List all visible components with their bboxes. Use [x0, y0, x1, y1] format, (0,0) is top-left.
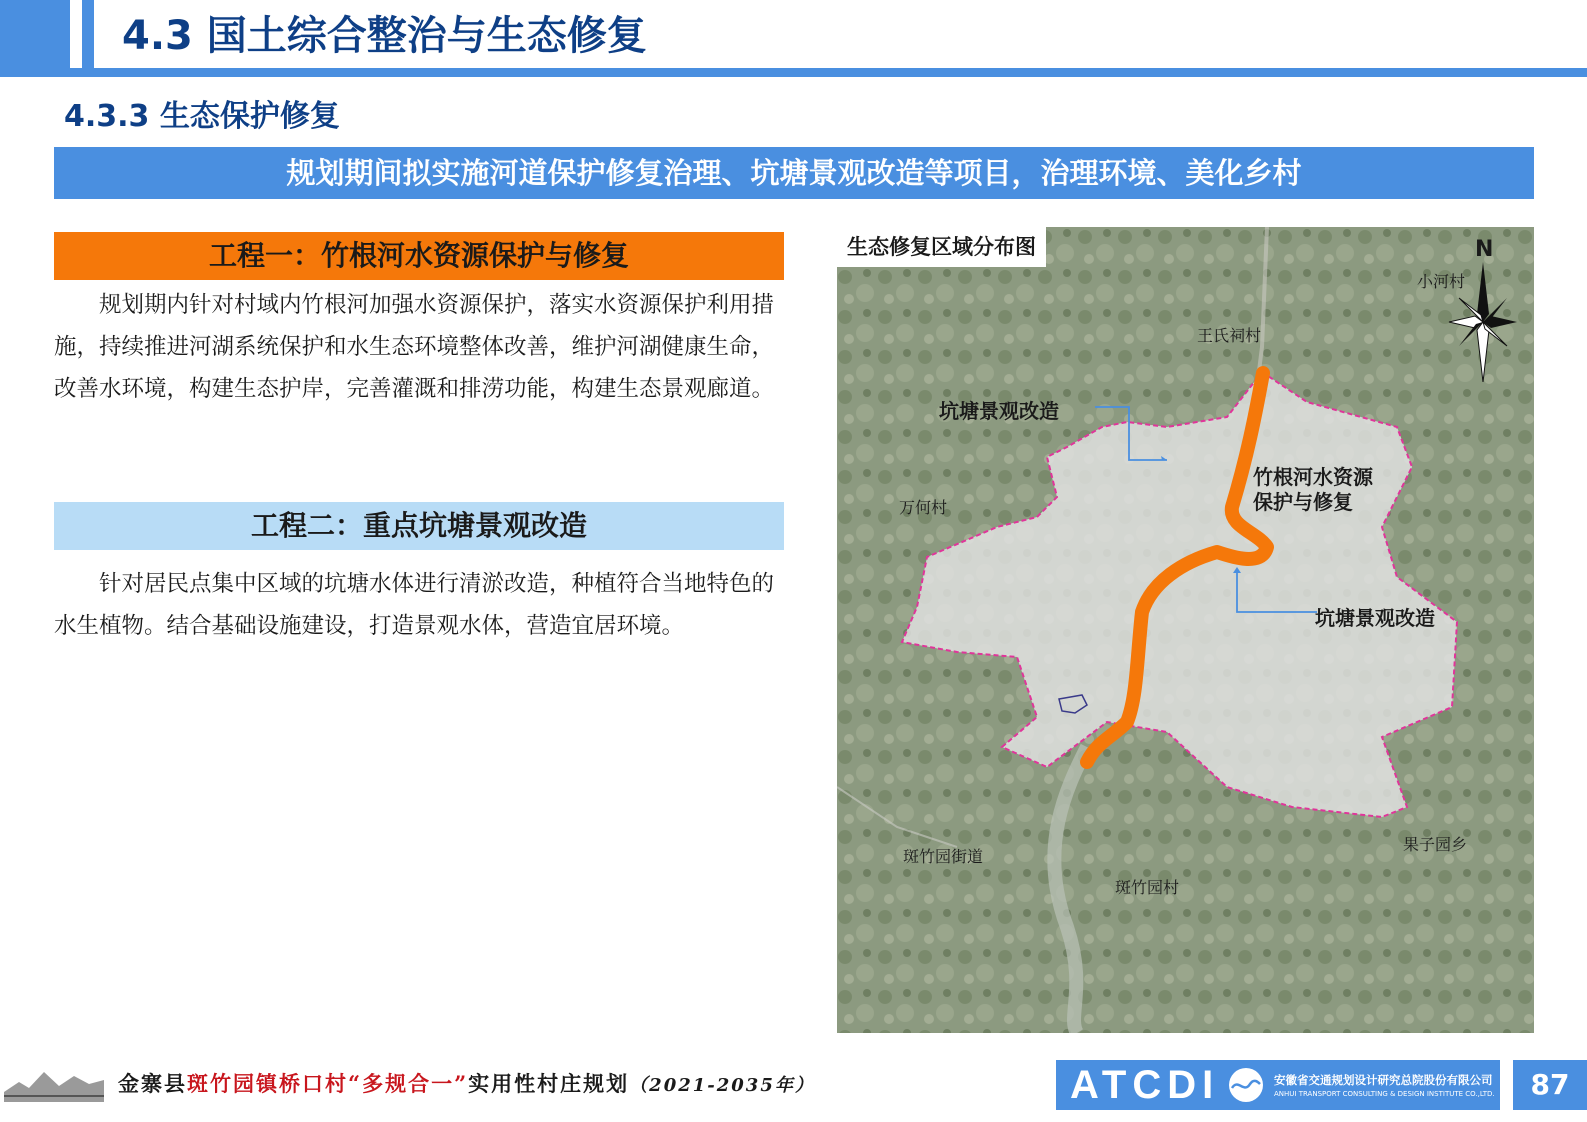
company-name-en: ANHUI TRANSPORT CONSULTING & DESIGN INSTITUTE CO.,LTD. — [1274, 1090, 1495, 1098]
section-title: 4.3 国土综合整治与生态修复 — [122, 13, 647, 59]
callout-river-line1: 竹根河水资源 — [1253, 465, 1373, 489]
footer-title-village: 斑竹园镇桥口村 — [187, 1071, 348, 1096]
callout-pond-north: 坑塘景观改造 — [939, 399, 1059, 423]
header-accent-bar-thin — [82, 0, 94, 68]
header-divider — [0, 68, 1587, 77]
company-logo: ATCDI — [1070, 1063, 1220, 1107]
footer-title-years: （2021-2035年） — [629, 1075, 815, 1096]
ecological-restoration-map — [837, 227, 1534, 1033]
north-label: N — [1475, 237, 1494, 262]
project-two-description: 针对居民点集中区域的坑塘水体进行清淤改造，种植符合当地特色的水生植物。结合基础设施建设，打造景观水体，营造宜居环境。 — [54, 571, 775, 639]
map-title: 生态修复区域分布图 — [837, 227, 1046, 267]
footer-title-plan: 实用性村庄规划 — [468, 1071, 630, 1096]
place-label-guozi: 果子园乡 — [1403, 835, 1468, 854]
company-emblem-icon — [1226, 1066, 1266, 1104]
project-one-heading: 工程一：竹根河水资源保护与修复 — [54, 232, 784, 280]
project-two-heading: 工程二：重点坑塘景观改造 — [54, 502, 784, 550]
footer-title-multi: “多规合一” — [348, 1071, 469, 1096]
company-name-cn: 安徽省交通规划设计研究总院股份有限公司 — [1274, 1073, 1493, 1087]
callout-pond-south: 坑塘景观改造 — [1315, 606, 1435, 630]
place-label-banzhu-street: 斑竹园街道 — [903, 847, 984, 866]
place-label-wangshi: 王氏祠村 — [1197, 326, 1262, 345]
place-label-xiaohe: 小河村 — [1417, 272, 1466, 291]
place-label-wanhe: 万何村 — [899, 498, 948, 517]
footer-plan-title — [118, 1066, 815, 1104]
summary-banner: 规划期间拟实施河道保护修复治理、坑塘景观改造等项目，治理环境、美化乡村 — [54, 147, 1534, 199]
project-one-description: 规划期内针对村域内竹根河加强水资源保护，落实水资源保护利用措施，持续推进河湖系统保护和水生态环境整体改善，维护河湖健康生命，改善水环境，构建生态护岸，完善灌溉和排涝功能，构建生态景观廊道。 — [54, 292, 775, 402]
subsection-title: 4.3.3 生态保护修复 — [64, 99, 340, 134]
callout-river-line2: 保护与修复 — [1253, 490, 1353, 514]
place-label-banzhu-village: 斑竹园村 — [1115, 878, 1180, 897]
page-number: 87 — [1513, 1060, 1587, 1110]
header-accent-bar — [0, 0, 70, 68]
footer-landscape-icon — [4, 1062, 104, 1102]
footer-title-county: 金寨县 — [118, 1071, 187, 1096]
